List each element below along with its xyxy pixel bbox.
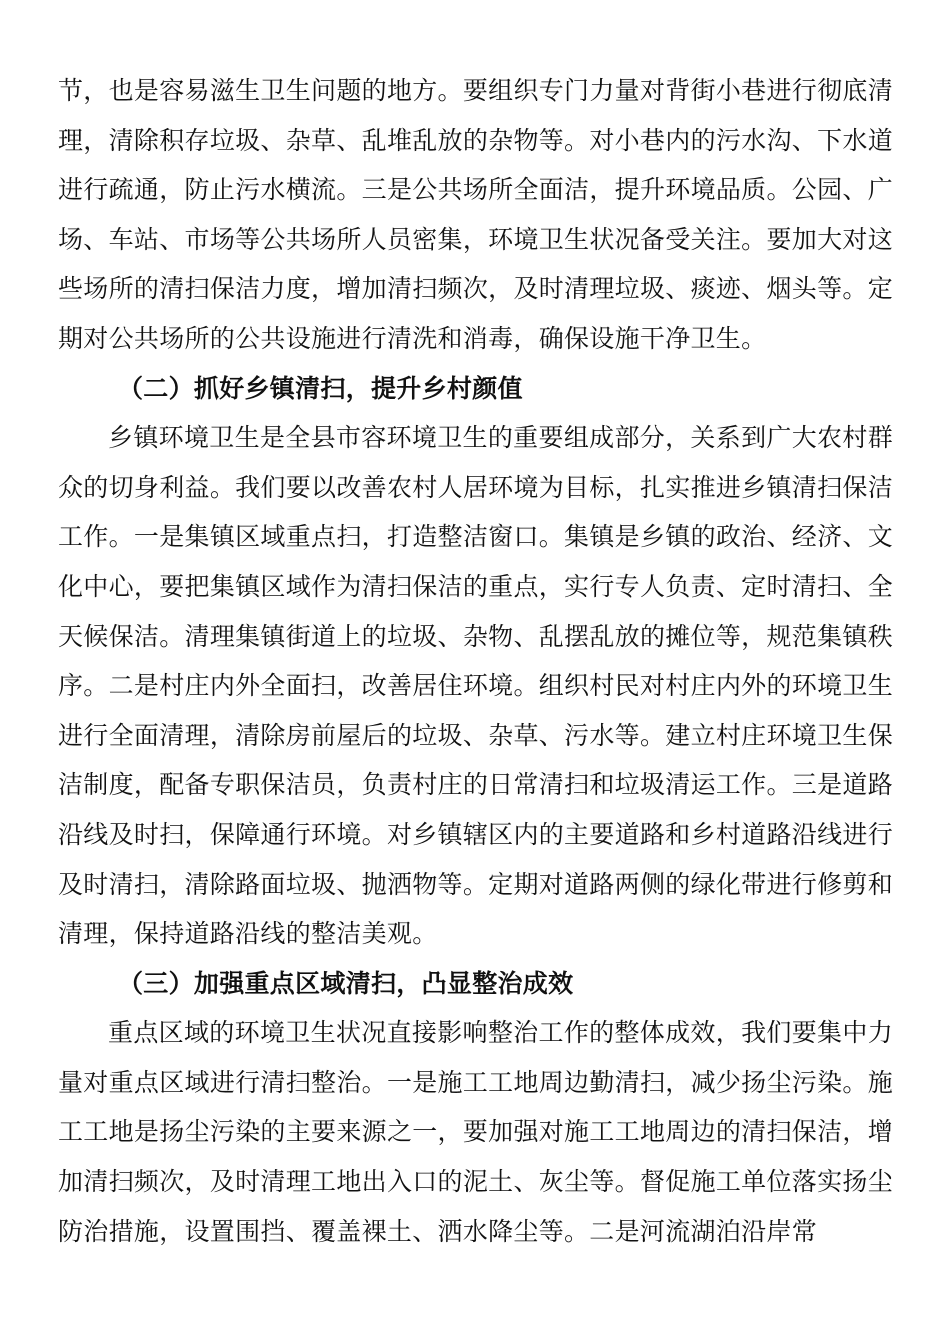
paragraph-continuation: 节，也是容易滋生卫生问题的地方。要组织专门力量对背街小巷进行彻底清理，清除积存垃圾、杂草、乱堆乱放的杂物等。对小巷内的污水沟、下水道进行疏通，防止污水横流。三是公共场所全面洁，提升环境品质。公园、广场、车站、市场等公共场所人员密集，环境卫生状况备受关注。要加大对这些场所的清扫保洁力度，增加清扫频次，及时清理垃圾、痰迹、烟头等。定期对公共场所的公共设施进行清洗和消毒，确保设施干净卫生。 xyxy=(58,76,893,353)
section-heading-2: （二）抓好乡镇清扫，提升乡村颜值 xyxy=(118,373,523,403)
paragraph-key-areas: 重点区域的环境卫生状况直接影响整治工作的整体成效，我们要集中力量对重点区域进行清扫整治。一是施工工地周边勤清扫，减少扬尘污染。施工工地是扬尘污染的主要来源之一，要加强对施工工地周边的清扫保洁，增加清扫频次，及时清理工地出入口的泥土、灰尘等。督促施工单位落实扬尘防治措施，设置围挡、覆盖裸土、洒水降尘等。二是河流湖泊沿岸常 xyxy=(58,1018,893,1246)
document-page xyxy=(58,66,893,1256)
section-heading-3: （三）加强重点区域清扫，凸显整治成效 xyxy=(118,968,574,998)
paragraph-township-cleaning: 乡镇环境卫生是全县市容环境卫生的重要组成部分，关系到广大农村群众的切身利益。我们要以改善农村人居环境为目标，扎实推进乡镇清扫保洁工作。一是集镇区域重点扫，打造整洁窗口。集镇是乡镇的政治、经济、文化中心，要把集镇区域作为清扫保洁的重点，实行专人负责、定时清扫、全天候保洁。清理集镇街道上的垃圾、杂物、乱摆乱放的摊位等，规范集镇秩序。二是村庄内外全面扫，改善居住环境。组织村民对村庄内外的环境卫生进行全面清理，清除房前屋后的垃圾、杂草、污水等。建立村庄环境卫生保洁制度，配备专职保洁员，负责村庄的日常清扫和垃圾清运工作。三是道路沿线及时扫，保障通行环境。对乡镇辖区内的主要道路和乡村道路沿线进行及时清扫，清除路面垃圾、抛洒物等。定期对道路两侧的绿化带进行修剪和清理，保持道路沿线的整洁美观。 xyxy=(58,423,893,949)
